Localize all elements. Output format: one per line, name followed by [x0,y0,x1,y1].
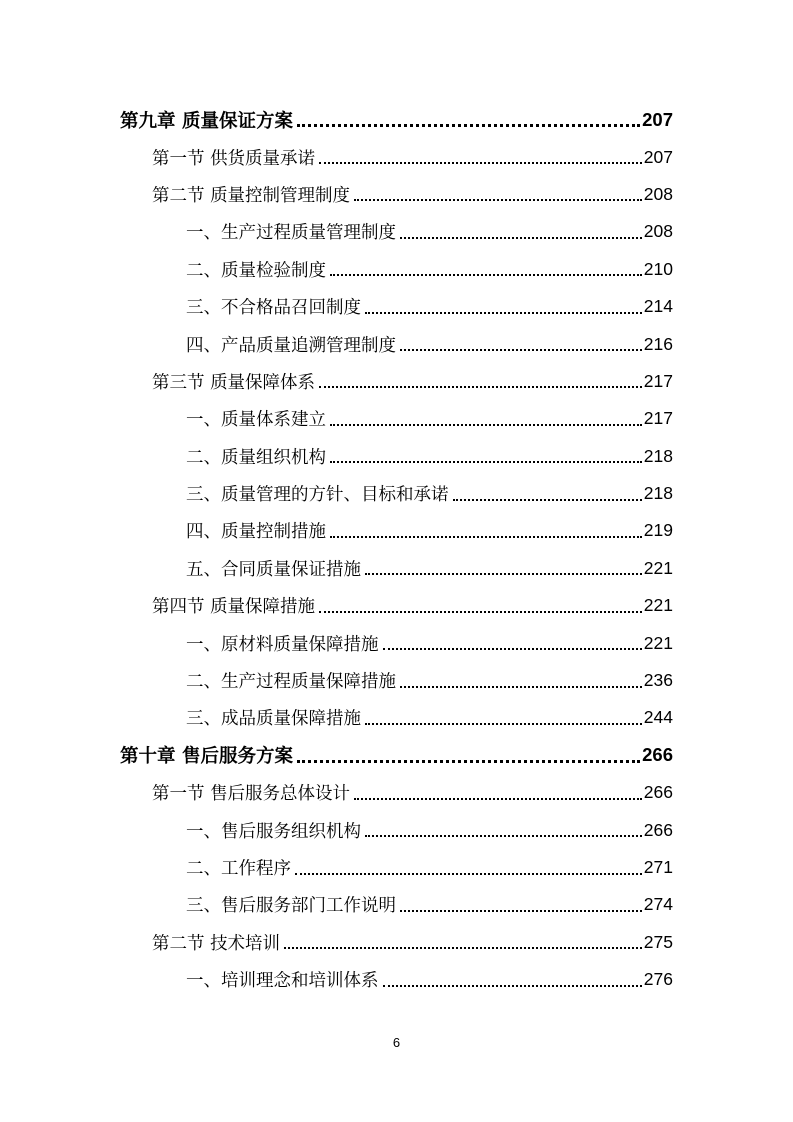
dot-leader [330,424,642,426]
toc-page-number: 207 [642,108,673,130]
toc-entry-title: 第二节 技术培训 [152,933,281,954]
toc-page-number: 221 [643,632,673,653]
toc-page-number: 207 [643,146,673,167]
toc-page-number: 266 [642,744,673,766]
toc-entry-title: 三、质量管理的方针、目标和承诺 [186,485,449,506]
toc-page-number: 236 [643,670,673,691]
dot-leader [284,947,642,949]
toc-entry-title: 第四节 质量保障措施 [152,597,316,618]
toc-entry-title: 四、产品质量追溯管理制度 [186,335,396,356]
toc-section-entry[interactable] [0,176,793,213]
toc-page-number: 266 [643,782,673,803]
dot-leader [330,274,642,276]
toc-entry-title: 二、质量组织机构 [186,447,326,468]
toc-subsection-entry[interactable] [0,811,793,848]
dot-leader [354,798,642,800]
dot-leader [453,499,642,501]
toc-page-number: 216 [643,333,673,354]
toc-page-number: 266 [643,819,673,840]
dot-leader [295,873,642,875]
toc-entry-title: 一、生产过程质量管理制度 [186,223,396,244]
dot-leader [354,199,642,201]
toc-entry-title: 二、工作程序 [186,859,291,879]
toc-page-number: 214 [643,296,673,317]
toc-subsection-entry[interactable] [0,288,793,325]
toc-subsection-entry[interactable] [0,699,793,736]
dot-leader [330,461,642,463]
toc-subsection-entry[interactable] [0,512,793,549]
toc-entry-title: 五、合同质量保证措施 [186,559,361,580]
dot-leader [383,985,642,987]
toc-entry-title: 一、售后服务组织机构 [186,821,361,842]
toc-subsection-entry[interactable] [0,662,793,699]
toc-section-entry[interactable] [0,587,793,624]
dot-leader [319,611,642,613]
toc-page-number: 210 [643,258,673,279]
toc-page-number: 217 [643,370,673,391]
toc-chapter-entry[interactable] [0,737,793,774]
toc-entry-title: 一、培训理念和培训体系 [186,971,379,992]
table-of-contents [0,101,793,998]
toc-entry-title: 三、不合格品召回制度 [186,298,361,319]
toc-subsection-entry[interactable] [0,886,793,923]
toc-subsection-entry[interactable] [0,849,793,886]
toc-page-number: 218 [643,445,673,466]
dot-leader [319,162,642,164]
dot-leader [365,573,642,575]
toc-page-number: 271 [643,857,673,877]
toc-page-number: 275 [643,931,673,952]
toc-section-entry[interactable] [0,138,793,175]
toc-entry-title: 第一节 供货质量承诺 [152,148,316,169]
toc-chapter-entry[interactable] [0,101,793,138]
toc-page-number: 208 [643,221,673,242]
toc-page-number: 244 [643,707,673,728]
dot-leader [400,910,642,912]
toc-page-number: 217 [643,408,673,429]
dot-leader [400,349,642,351]
toc-entry-title: 二、生产过程质量保障措施 [186,672,396,693]
toc-entry-title: 三、成品质量保障措施 [186,709,361,730]
dot-leader [297,124,640,127]
dot-leader [365,723,642,725]
toc-subsection-entry[interactable] [0,961,793,998]
toc-subsection-entry[interactable] [0,475,793,512]
toc-entry-title: 一、质量体系建立 [186,410,326,431]
toc-page-number: 218 [643,483,673,504]
dot-leader [400,237,642,239]
toc-section-entry[interactable] [0,363,793,400]
toc-entry-title: 二、质量检验制度 [186,260,326,281]
toc-entry-title: 四、质量控制措施 [186,522,326,543]
toc-subsection-entry[interactable] [0,624,793,661]
dot-leader [365,835,642,837]
dot-leader [297,760,640,763]
dot-leader [365,312,642,314]
toc-page-number: 221 [643,595,673,616]
toc-subsection-entry[interactable] [0,251,793,288]
toc-subsection-entry[interactable] [0,213,793,250]
toc-page-number: 219 [643,520,673,541]
toc-subsection-entry[interactable] [0,400,793,437]
toc-entry-title: 第一节 售后服务总体设计 [152,784,351,805]
dot-leader [383,648,642,650]
toc-subsection-entry[interactable] [0,325,793,362]
toc-section-entry[interactable] [0,924,793,961]
dot-leader [330,536,642,538]
dot-leader [319,386,642,388]
toc-page-number: 276 [643,969,673,990]
toc-entry-title: 第十章 售后服务方案 [120,746,293,768]
toc-entry-title: 第二节 质量控制管理制度 [152,185,351,206]
toc-entry-title: 三、售后服务部门工作说明 [186,896,396,917]
toc-subsection-entry[interactable] [0,550,793,587]
toc-entry-title: 第九章 质量保证方案 [120,110,293,132]
toc-entry-title: 第三节 质量保障体系 [152,372,316,393]
toc-page-number: 274 [643,894,673,915]
toc-subsection-entry[interactable] [0,438,793,475]
toc-entry-title: 一、原材料质量保障措施 [186,634,379,655]
dot-leader [400,686,642,688]
toc-page-number: 221 [643,557,673,578]
toc-section-entry[interactable] [0,774,793,811]
toc-page-number: 208 [643,183,673,204]
page-number: 6 [392,1035,401,1050]
